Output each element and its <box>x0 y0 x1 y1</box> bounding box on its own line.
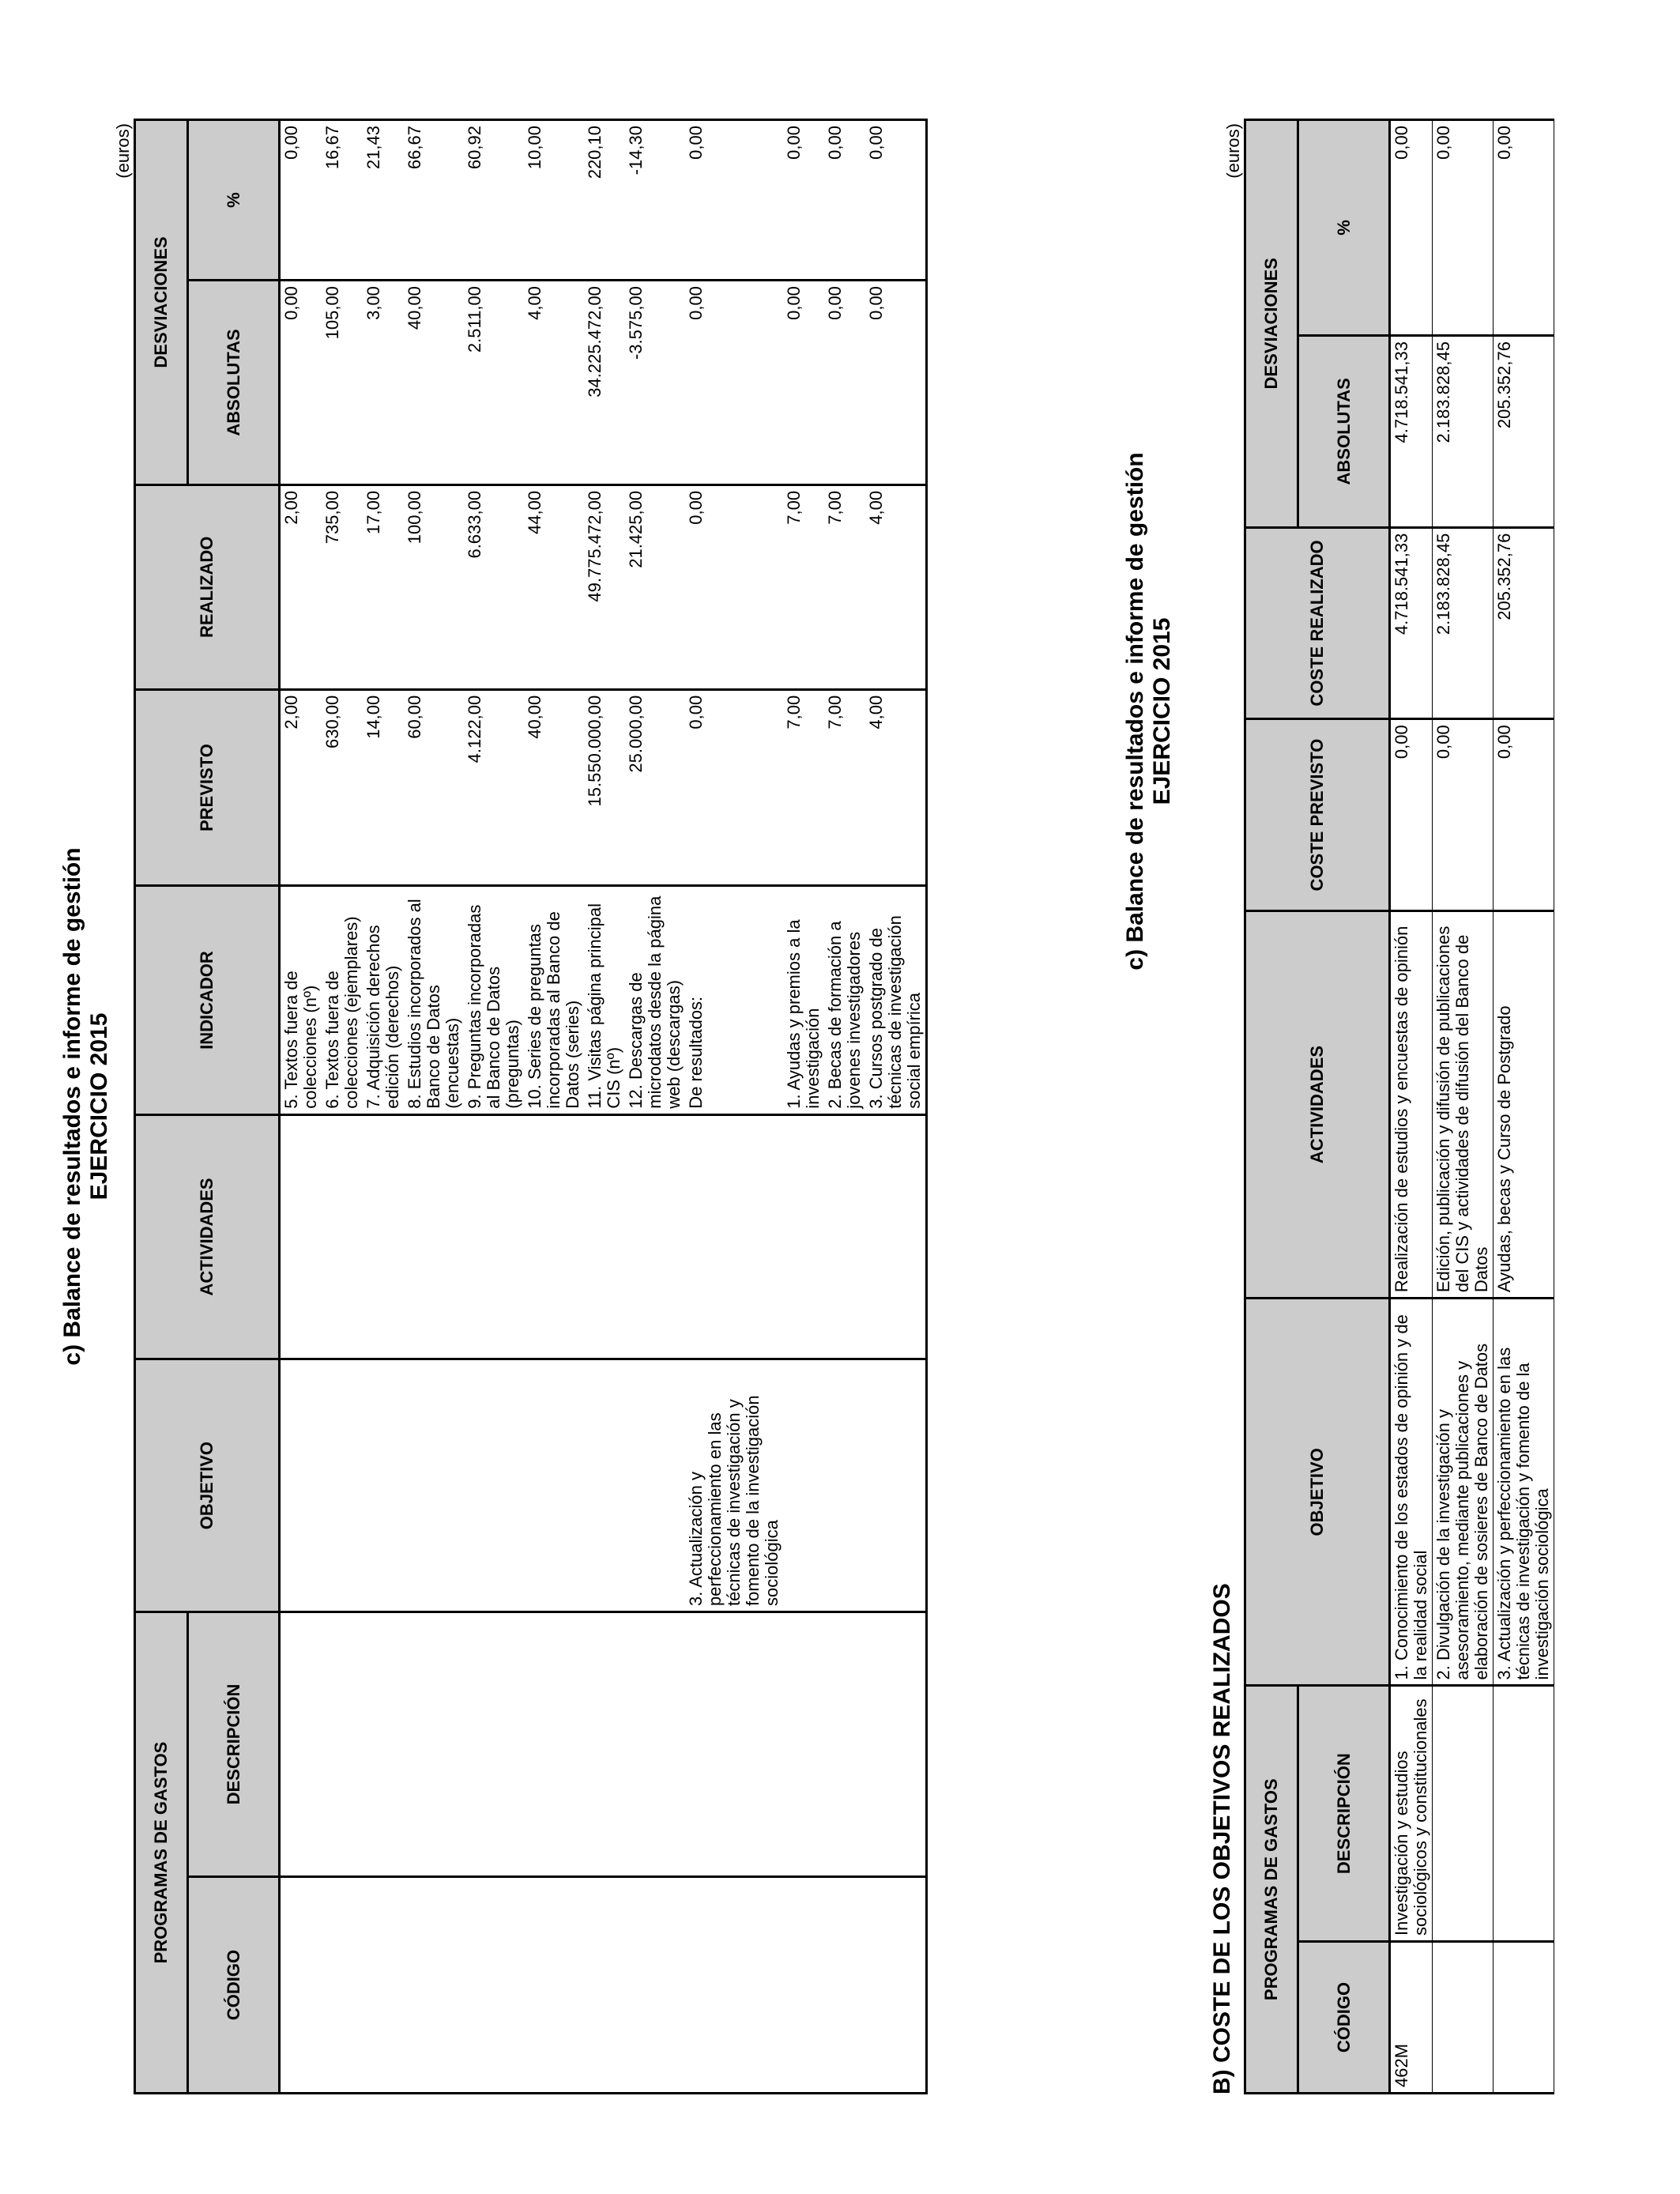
cell-realizado: 2,00 <box>280 484 322 689</box>
cell-objetivo <box>464 1359 524 1612</box>
cell-previsto: 15.550.000,00 <box>584 689 625 886</box>
cell-absolutas: 4,00 <box>524 281 584 485</box>
cell-descripcion <box>322 1612 363 1877</box>
cell-objetivo: 1. Conocimiento de los estados de opinión y de la realidad social <box>1390 1299 1433 1686</box>
table-row <box>280 120 322 2094</box>
cell-realizado: 100,00 <box>404 484 464 689</box>
header-actividades: ACTIVIDADES <box>135 1114 280 1359</box>
cell-absolutas: 3,00 <box>363 281 404 485</box>
cell-descripcion <box>404 1612 464 1877</box>
cell-codigo <box>824 1876 865 2093</box>
cell-codigo: 462M <box>1390 1941 1433 2093</box>
cost-header-codigo: CÓDIGO <box>1298 1941 1390 2093</box>
cell-codigo <box>783 1876 824 2093</box>
table-row <box>363 120 404 2094</box>
cell-descripcion <box>1494 1686 1554 1941</box>
cell-codigo <box>1494 1941 1554 2093</box>
cell-absolutas: 105,00 <box>322 281 363 485</box>
cell-actividades <box>865 1114 927 1359</box>
cell-codigo <box>404 1876 464 2093</box>
cell-objetivo: 3. Actualización y perfeccionamiento en las técnicas de investigación y fomento de la investigación sociológica <box>1494 1299 1554 1686</box>
cell-coste-realizado: 205.352,76 <box>1494 527 1554 719</box>
cell-objetivo <box>280 1359 322 1612</box>
table-row <box>524 120 584 2094</box>
cost-header-objetivo: OBJETIVO <box>1245 1299 1390 1686</box>
cell-objetivo: 3. Actualización y perfeccionamiento en las técnicas de investigación y fomento de la investigación sociológica <box>685 1359 783 1612</box>
cell-pct: 10,00 <box>524 120 584 281</box>
cell-actividades <box>584 1114 625 1359</box>
cell-absolutas: 40,00 <box>404 281 464 485</box>
cell-coste-realizado: 2.183.828,45 <box>1433 527 1494 719</box>
cell-realizado: 6.633,00 <box>464 484 524 689</box>
cell-absolutas: 0,00 <box>280 281 322 485</box>
cell-previsto: 0,00 <box>685 689 783 886</box>
header-indicador: INDICADOR <box>135 886 280 1114</box>
cell-realizado: 7,00 <box>783 484 824 689</box>
cost-header-actividades: ACTIVIDADES <box>1245 910 1390 1298</box>
cell-previsto: 14,00 <box>363 689 404 886</box>
table-row <box>1390 120 1433 2094</box>
cell-previsto: 2,00 <box>280 689 322 886</box>
cell-codigo <box>363 1876 404 2093</box>
report-heading-year: EJERCICIO 2015 <box>86 1012 112 1201</box>
report-heading-2-title: c) Balance de resultados e informe de gestión <box>1122 452 1148 971</box>
header-codigo: CÓDIGO <box>188 1876 280 2093</box>
cell-descripcion: Investigación y estudios sociológicos y constitucionales <box>1390 1686 1433 1941</box>
cell-realizado: 49.775.472,00 <box>584 484 625 689</box>
cell-previsto: 60,00 <box>404 689 464 886</box>
cell-previsto: 4.122,00 <box>464 689 524 886</box>
cell-actividades: Ayudas, becas y Curso de Postgrado <box>1494 910 1554 1298</box>
cell-codigo <box>280 1876 322 2093</box>
cell-absolutas: 0,00 <box>783 281 824 485</box>
cell-codigo <box>464 1876 524 2093</box>
cell-actividades <box>685 1114 783 1359</box>
cell-objetivo <box>865 1359 927 1612</box>
header-objetivo: OBJETIVO <box>135 1359 280 1612</box>
cell-objetivo <box>625 1359 685 1612</box>
cell-descripcion <box>464 1612 524 1877</box>
cell-indicador: 3. Cursos postgrado de técnicas de investigación social empírica <box>865 886 927 1114</box>
cell-absolutas: 4.718.541,33 <box>1390 336 1433 528</box>
header-pct: % <box>188 120 280 281</box>
cell-indicador: 7. Adquisición derechos edición (derechos) <box>363 886 404 1114</box>
units-label: (euros) <box>113 123 133 179</box>
cell-realizado: 21.425,00 <box>625 484 685 689</box>
table-row <box>322 120 363 2094</box>
cell-indicador: 5. Textos fuera de colecciones (nº) <box>280 886 322 1114</box>
cell-objetivo <box>404 1359 464 1612</box>
cost-header-pct: % <box>1298 120 1390 336</box>
cost-header-coste-previsto: COSTE PREVISTO <box>1245 719 1390 911</box>
table-row <box>464 120 524 2094</box>
cell-indicador: 11. Visitas página principal CIS (nº) <box>584 886 625 1114</box>
cell-previsto: 40,00 <box>524 689 584 886</box>
cell-pct: 0,00 <box>1390 120 1433 336</box>
table-row <box>824 120 865 2094</box>
cell-pct: 0,00 <box>783 120 824 281</box>
cell-indicador: 10. Series de preguntas incorporadas al Banco de Datos (series) <box>524 886 584 1114</box>
cell-pct: 66,67 <box>404 120 464 281</box>
cell-descripcion <box>524 1612 584 1877</box>
cell-pct: 21,43 <box>363 120 404 281</box>
cell-pct: 0,00 <box>1433 120 1494 336</box>
cell-actividades <box>464 1114 524 1359</box>
cell-descripcion <box>783 1612 824 1877</box>
table-row <box>1494 120 1554 2094</box>
cell-coste-previsto: 0,00 <box>1390 719 1433 911</box>
report-heading-title: c) Balance de resultados e informe de gestión <box>59 847 85 1366</box>
cell-descripcion <box>865 1612 927 1877</box>
cell-objetivo <box>322 1359 363 1612</box>
indicators-table <box>134 119 928 2094</box>
cell-objetivo <box>363 1359 404 1612</box>
cell-actividades <box>824 1114 865 1359</box>
cell-actividades <box>404 1114 464 1359</box>
cell-pct: 0,00 <box>1494 120 1554 336</box>
cell-absolutas: 2.511,00 <box>464 281 524 485</box>
cell-actividades <box>322 1114 363 1359</box>
cell-previsto: 7,00 <box>783 689 824 886</box>
balance-report-block <box>59 119 976 2094</box>
cell-previsto: 630,00 <box>322 689 363 886</box>
units-label-2: (euros) <box>1223 123 1243 179</box>
cell-absolutas: -3.575,00 <box>625 281 685 485</box>
cost-table <box>1244 119 1554 2094</box>
table-row <box>584 120 625 2094</box>
cell-pct: 0,00 <box>865 120 927 281</box>
cell-previsto: 4,00 <box>865 689 927 886</box>
cell-codigo <box>584 1876 625 2093</box>
cell-descripcion <box>363 1612 404 1877</box>
table-row <box>1433 120 1494 2094</box>
cell-realizado: 7,00 <box>824 484 865 689</box>
cell-absolutas: 205.352,76 <box>1494 336 1554 528</box>
cell-indicador: 8. Estudios incorporados al Banco de Datos (encuestas) <box>404 886 464 1114</box>
table-row <box>685 120 783 2094</box>
cell-indicador: 12. Descargas de microdatos desde la página web (descargas) <box>625 886 685 1114</box>
cell-objetivo <box>783 1359 824 1612</box>
header-previsto: PREVISTO <box>135 689 280 886</box>
cell-descripcion <box>625 1612 685 1877</box>
cell-objetivo: 2. Divulgación de la investigación y asesoramiento, mediante publicaciones y elaboración de sosieres de Banco de Datos <box>1433 1299 1494 1686</box>
cell-codigo <box>625 1876 685 2093</box>
cost-header-absolutas: ABSOLUTAS <box>1298 336 1390 528</box>
cell-realizado: 44,00 <box>524 484 584 689</box>
cell-codigo <box>1433 1941 1494 2093</box>
cell-previsto: 25.000,00 <box>625 689 685 886</box>
cost-header-descripcion: DESCRIPCIÓN <box>1298 1686 1390 1941</box>
cost-report-block <box>1122 119 1675 2094</box>
cell-codigo <box>524 1876 584 2093</box>
cell-actividades: Edición, publicación y difusión de publicaciones del CIS y actividades de difusión del Banco de Datos <box>1433 910 1494 1298</box>
cell-actividades: Realización de estudios y encuestas de opinión <box>1390 910 1433 1298</box>
indicators-table-body <box>280 120 927 2094</box>
cell-pct: 220,10 <box>584 120 625 281</box>
cell-pct: 0,00 <box>280 120 322 281</box>
table-row <box>783 120 824 2094</box>
cell-indicador: De resultados: <box>685 886 783 1114</box>
header-descripcion: DESCRIPCIÓN <box>188 1612 280 1877</box>
section-b-title: B) COSTE DE LOS OBJETIVOS REALIZADOS <box>1209 1583 1235 2094</box>
table-row <box>404 120 464 2094</box>
cell-coste-realizado: 4.718.541,33 <box>1390 527 1433 719</box>
cell-realizado: 735,00 <box>322 484 363 689</box>
table-row <box>625 120 685 2094</box>
cell-coste-previsto: 0,00 <box>1433 719 1494 911</box>
cell-actividades <box>783 1114 824 1359</box>
cell-absolutas: 0,00 <box>865 281 927 485</box>
cell-realizado: 4,00 <box>865 484 927 689</box>
cell-descripcion <box>280 1612 322 1877</box>
header-desviaciones: DESVIACIONES <box>135 120 188 485</box>
cell-codigo <box>685 1876 783 2093</box>
header-absolutas: ABSOLUTAS <box>188 281 280 485</box>
cell-realizado: 0,00 <box>685 484 783 689</box>
cell-objetivo <box>584 1359 625 1612</box>
cost-table-body <box>1390 120 1554 2094</box>
report-heading-2-year: EJERCICIO 2015 <box>1149 617 1175 805</box>
cell-actividades <box>524 1114 584 1359</box>
cell-previsto: 7,00 <box>824 689 865 886</box>
cell-objetivo <box>824 1359 865 1612</box>
cell-descripcion <box>1433 1686 1494 1941</box>
cell-actividades <box>625 1114 685 1359</box>
cell-pct: 60,92 <box>464 120 524 281</box>
cell-coste-previsto: 0,00 <box>1494 719 1554 911</box>
cell-absolutas: 2.183.828,45 <box>1433 336 1494 528</box>
cell-pct: 0,00 <box>685 120 783 281</box>
cost-header-desviaciones: DESVIACIONES <box>1245 120 1298 528</box>
header-realizado: REALIZADO <box>135 484 280 689</box>
cell-absolutas: 0,00 <box>685 281 783 485</box>
cell-absolutas: 34.225.472,00 <box>584 281 625 485</box>
cell-indicador: 2. Becas de formación a jovenes investigadores <box>824 886 865 1114</box>
cost-header-programas: PROGRAMAS DE GASTOS <box>1245 1686 1298 2094</box>
cell-absolutas: 0,00 <box>824 281 865 485</box>
cell-descripcion <box>584 1612 625 1877</box>
cost-header-coste-realizado: COSTE REALIZADO <box>1245 527 1390 719</box>
cell-indicador: 9. Preguntas incorporadas al Banco de Datos (preguntas) <box>464 886 524 1114</box>
cell-descripcion <box>685 1612 783 1877</box>
report-heading <box>59 119 113 2094</box>
cell-indicador: 6. Textos fuera de colecciones (ejemplares) <box>322 886 363 1114</box>
table-row <box>865 120 927 2094</box>
cell-actividades <box>280 1114 322 1359</box>
cell-codigo <box>322 1876 363 2093</box>
header-programas: PROGRAMAS DE GASTOS <box>135 1612 188 2094</box>
cell-descripcion <box>824 1612 865 1877</box>
report-heading-2 <box>1122 119 1176 2094</box>
cell-pct: -14,30 <box>625 120 685 281</box>
cell-actividades <box>363 1114 404 1359</box>
cell-pct: 0,00 <box>824 120 865 281</box>
cell-pct: 16,67 <box>322 120 363 281</box>
cell-codigo <box>865 1876 927 2093</box>
cell-realizado: 17,00 <box>363 484 404 689</box>
cell-objetivo <box>524 1359 584 1612</box>
cell-indicador: 1. Ayudas y premios a la investigación <box>783 886 824 1114</box>
